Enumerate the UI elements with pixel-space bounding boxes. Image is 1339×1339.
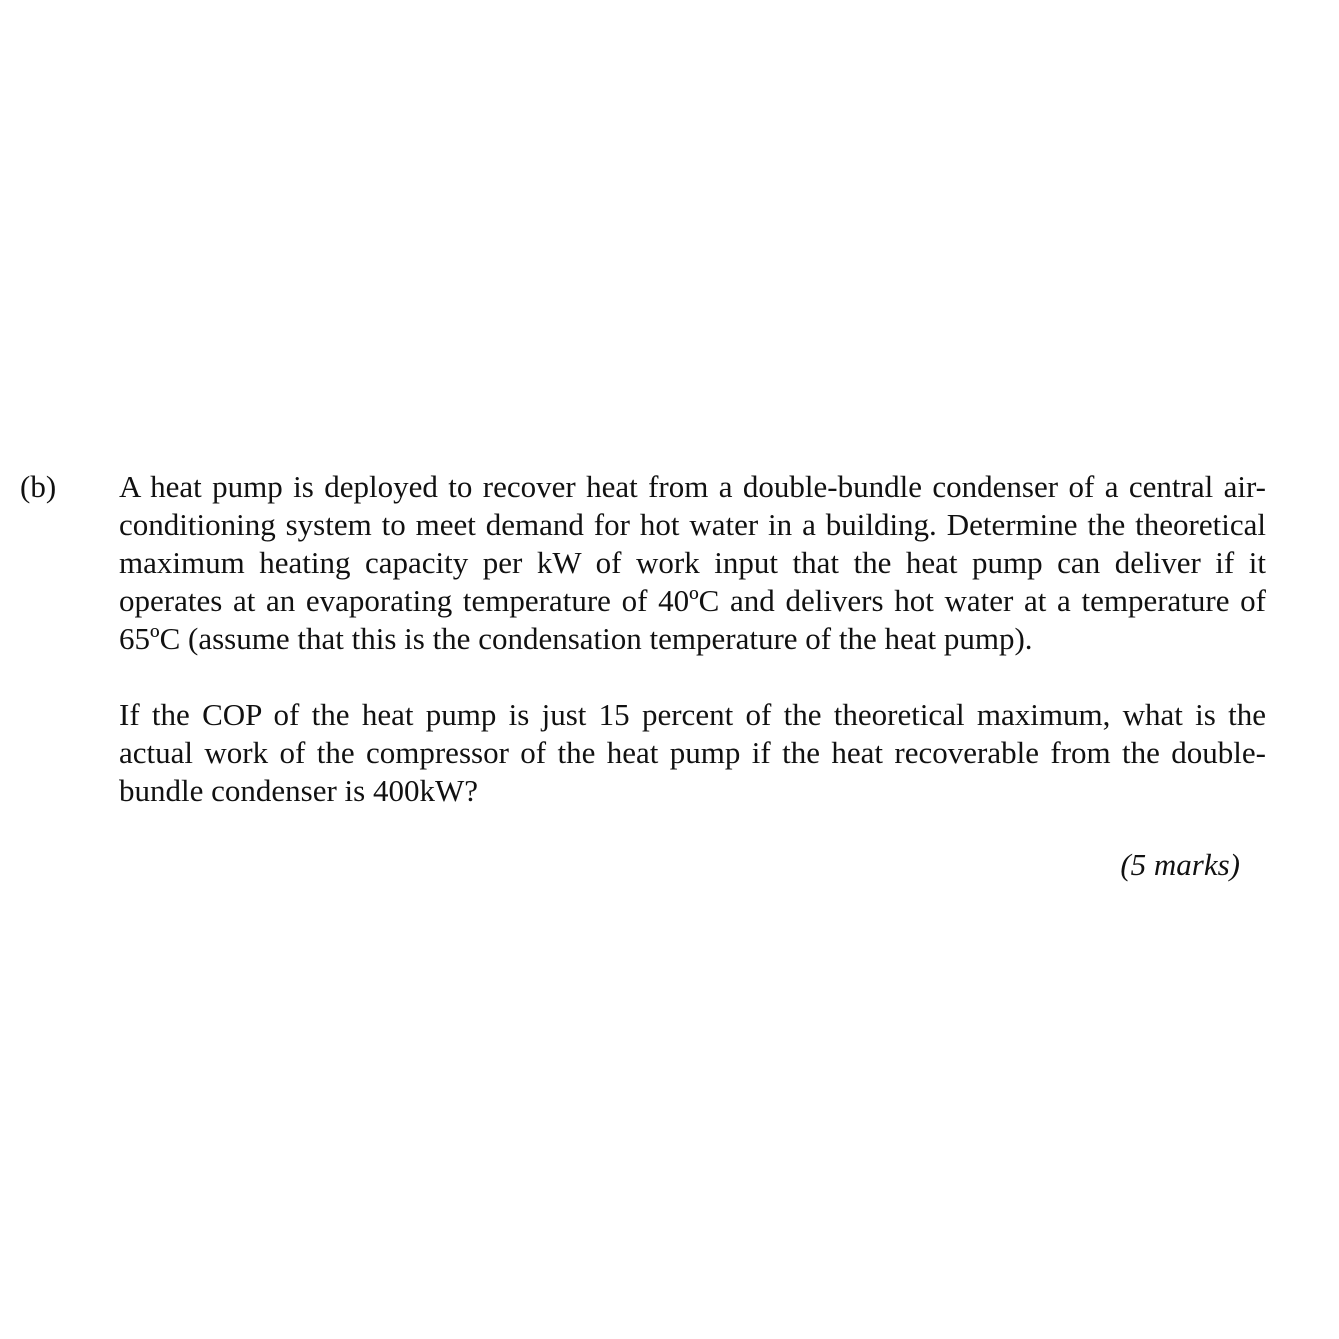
question-body <box>119 468 1266 810</box>
question-part-label: (b) <box>20 469 57 504</box>
question-paragraph-2: If the COP of the heat pump is just 15 percent of the theoretical maximum, what is the actual work of the compressor of the heat pump if the heat recoverable from the double-bundle condenser is 400kW? <box>119 697 1266 808</box>
question-paragraph-1: A heat pump is deployed to recover heat from a double-bundle condenser of a central air-conditioning system to meet demand for hot water in a building. Determine the theoretical maximum heating capacity per kW of work input that the heat pump can deliver if it operates at an evaporating temperature of 40ºC and delivers hot water at a temperature of 65ºC (assume that this is the condensation temperature of the heat pump). <box>119 469 1266 656</box>
marks-allocation: (5 marks) <box>1120 847 1240 882</box>
